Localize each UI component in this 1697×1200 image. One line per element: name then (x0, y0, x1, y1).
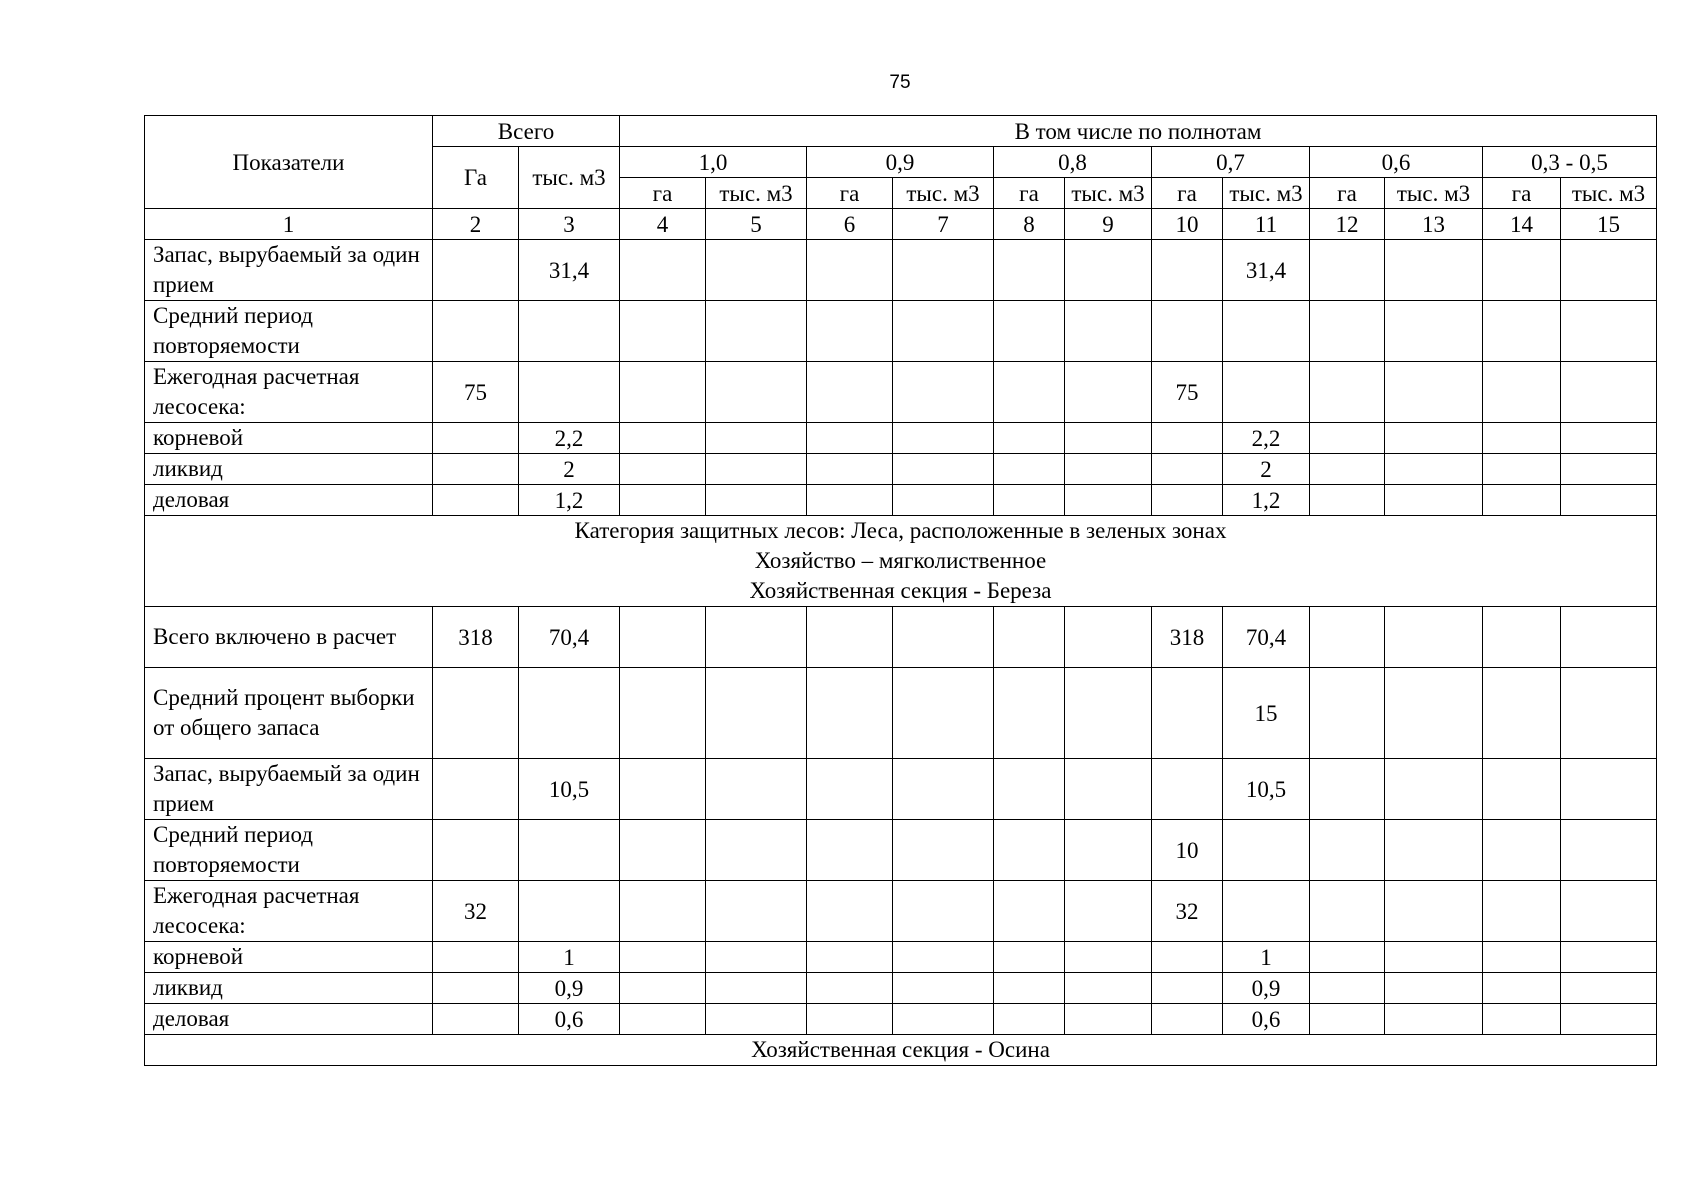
table-cell (1310, 942, 1385, 973)
header-volume: тыс. м3 (1065, 178, 1152, 209)
table-cell (1152, 301, 1223, 362)
table-cell (1310, 301, 1385, 362)
table-cell (807, 607, 893, 668)
table-cell (807, 423, 893, 454)
table-cell (893, 881, 994, 942)
table-cell: 10,5 (519, 759, 620, 820)
table-cell (893, 607, 994, 668)
table-cell (1152, 240, 1223, 301)
section-header-cell (145, 516, 1657, 607)
table-cell (1152, 668, 1223, 759)
table-cell (519, 301, 620, 362)
header-ga: га (807, 178, 893, 209)
table-cell (994, 240, 1065, 301)
table-cell (1483, 362, 1561, 423)
table-cell (1385, 942, 1483, 973)
table-cell (1483, 485, 1561, 516)
row-label: Средний процент выборки от общего запаса (145, 668, 433, 759)
table-cell (1310, 1004, 1385, 1035)
column-number: 3 (519, 209, 620, 240)
row-label: корневой (145, 423, 433, 454)
table-cell (706, 942, 807, 973)
table-cell (1223, 881, 1310, 942)
table-cell: 32 (1152, 881, 1223, 942)
header-density-0-6: 0,6 (1310, 147, 1483, 178)
table-cell (706, 881, 807, 942)
table-cell (1065, 607, 1152, 668)
table-cell (620, 607, 706, 668)
header-density-1-0: 1,0 (620, 147, 807, 178)
table-row (145, 942, 1657, 973)
column-number: 4 (620, 209, 706, 240)
table-cell (893, 1004, 994, 1035)
header-total: Всего (433, 116, 620, 147)
table-cell (620, 973, 706, 1004)
table-cell (1310, 759, 1385, 820)
header-volume: тыс. м3 (1561, 178, 1657, 209)
table-cell (1310, 881, 1385, 942)
row-label: корневой (145, 942, 433, 973)
table-cell (807, 942, 893, 973)
protective-forest-category: Категория защитных лесов: Леса, расположенные в зеленых зонах (574, 518, 1227, 543)
table-cell (620, 240, 706, 301)
header-volume: тыс. м3 (1223, 178, 1310, 209)
table-cell: 318 (433, 607, 519, 668)
table-row (145, 759, 1657, 820)
table-cell: 2 (1223, 454, 1310, 485)
table-cell (807, 759, 893, 820)
table-cell (620, 668, 706, 759)
table-cell (1065, 240, 1152, 301)
column-number: 2 (433, 209, 519, 240)
table-cell: 31,4 (1223, 240, 1310, 301)
table-cell (1385, 668, 1483, 759)
table-cell (994, 1004, 1065, 1035)
table-cell (1483, 301, 1561, 362)
header-density-0-8: 0,8 (994, 147, 1152, 178)
table-cell (1310, 820, 1385, 881)
table-cell (519, 362, 620, 423)
table-cell (433, 759, 519, 820)
table-cell (1483, 973, 1561, 1004)
table-row (145, 1004, 1657, 1035)
table-cell (1561, 485, 1657, 516)
table-cell (1310, 240, 1385, 301)
table-cell (620, 1004, 706, 1035)
column-number: 5 (706, 209, 807, 240)
table-cell (893, 240, 994, 301)
header-density-0-7: 0,7 (1152, 147, 1310, 178)
table-cell (893, 973, 994, 1004)
column-number: 12 (1310, 209, 1385, 240)
page-number: 75 (889, 72, 911, 93)
table-cell (1561, 820, 1657, 881)
section-header-birch (145, 516, 1657, 607)
table-cell (1310, 454, 1385, 485)
table-cell (433, 485, 519, 516)
table-cell (1310, 973, 1385, 1004)
table-cell (994, 301, 1065, 362)
table-cell (893, 301, 994, 362)
header-indicators: Показатели (145, 116, 433, 209)
table-cell (1483, 454, 1561, 485)
table-cell (620, 942, 706, 973)
table-cell (1152, 942, 1223, 973)
table-cell (1310, 607, 1385, 668)
table-cell (1561, 759, 1657, 820)
table-cell (1385, 485, 1483, 516)
table-cell (1310, 423, 1385, 454)
table-cell (706, 820, 807, 881)
table-cell (1065, 881, 1152, 942)
table-cell: 318 (1152, 607, 1223, 668)
column-number-row (145, 209, 1657, 240)
row-label: Всего включено в расчет (145, 607, 433, 668)
table-cell (706, 668, 807, 759)
table-cell (1065, 820, 1152, 881)
column-number: 1 (145, 209, 433, 240)
table-cell (893, 668, 994, 759)
table-cell (706, 423, 807, 454)
header-total-ga: Га (433, 147, 519, 209)
row-label: Запас, вырубаемый за один прием (145, 240, 433, 301)
economy-type: Хозяйство – мягколиственное (754, 548, 1047, 573)
column-number: 14 (1483, 209, 1561, 240)
column-number: 8 (994, 209, 1065, 240)
row-label: Средний период повторяемости (145, 820, 433, 881)
table-cell (807, 820, 893, 881)
table-cell: 1 (1223, 942, 1310, 973)
table-cell: 1,2 (1223, 485, 1310, 516)
table-cell (620, 301, 706, 362)
table-cell: 10,5 (1223, 759, 1310, 820)
table-cell (807, 362, 893, 423)
table-cell (1385, 759, 1483, 820)
table-cell (994, 668, 1065, 759)
column-number: 7 (893, 209, 994, 240)
table-cell (706, 454, 807, 485)
table-cell (1385, 423, 1483, 454)
table-row (145, 973, 1657, 1004)
row-label: ликвид (145, 454, 433, 485)
table-cell: 75 (433, 362, 519, 423)
table-cell (994, 942, 1065, 973)
table-cell (1310, 668, 1385, 759)
table-cell (893, 362, 994, 423)
table-cell (706, 362, 807, 423)
row-label: деловая (145, 485, 433, 516)
header-volume: тыс. м3 (706, 178, 807, 209)
table-cell (807, 668, 893, 759)
table-cell (994, 607, 1065, 668)
table-cell (1561, 301, 1657, 362)
table-cell (994, 485, 1065, 516)
table-cell: 0,6 (1223, 1004, 1310, 1035)
row-label: Средний период повторяемости (145, 301, 433, 362)
header-row-1 (145, 116, 1657, 147)
table-cell (1385, 301, 1483, 362)
header-density-0-9: 0,9 (807, 147, 994, 178)
table-cell (620, 820, 706, 881)
table-cell (994, 454, 1065, 485)
row-label: Запас, вырубаемый за один прием (145, 759, 433, 820)
table-cell (706, 1004, 807, 1035)
table-cell: 0,6 (519, 1004, 620, 1035)
table-row (145, 301, 1657, 362)
table-cell: 75 (1152, 362, 1223, 423)
table-cell (433, 1004, 519, 1035)
column-number: 15 (1561, 209, 1657, 240)
table-cell (1223, 362, 1310, 423)
table-cell (1223, 301, 1310, 362)
table-cell: 32 (433, 881, 519, 942)
row-label: ликвид (145, 973, 433, 1004)
table-cell (994, 362, 1065, 423)
column-number: 9 (1065, 209, 1152, 240)
table-cell: 0,9 (1223, 973, 1310, 1004)
table-cell (1483, 423, 1561, 454)
table-cell: 2,2 (1223, 423, 1310, 454)
table-cell (433, 668, 519, 759)
table-cell (519, 881, 620, 942)
table-cell (706, 485, 807, 516)
table-cell (1152, 973, 1223, 1004)
table-cell (893, 759, 994, 820)
table-cell (1385, 820, 1483, 881)
header-ga: га (1483, 178, 1561, 209)
table-row (145, 362, 1657, 423)
table-cell (433, 454, 519, 485)
column-number: 13 (1385, 209, 1483, 240)
forest-table (144, 115, 1657, 1066)
table-cell: 70,4 (1223, 607, 1310, 668)
table-cell (1065, 301, 1152, 362)
table-cell: 10 (1152, 820, 1223, 881)
table-cell (1561, 240, 1657, 301)
table-cell (1385, 362, 1483, 423)
row-label: деловая (145, 1004, 433, 1035)
table-cell (1483, 668, 1561, 759)
table-cell (433, 820, 519, 881)
column-number: 10 (1152, 209, 1223, 240)
table-cell: 2,2 (519, 423, 620, 454)
table-cell (620, 881, 706, 942)
table-cell (1152, 485, 1223, 516)
table-row (145, 485, 1657, 516)
table-cell (1065, 759, 1152, 820)
economic-section-birch: Хозяйственная секция - Береза (749, 578, 1052, 603)
table-row (145, 240, 1657, 301)
table-cell (620, 485, 706, 516)
table-cell (1561, 942, 1657, 973)
table-cell (620, 759, 706, 820)
table-cell (1385, 881, 1483, 942)
table-cell (1561, 973, 1657, 1004)
table-row (145, 881, 1657, 942)
table-cell: 15 (1223, 668, 1310, 759)
table-cell (620, 454, 706, 485)
table-cell (519, 668, 620, 759)
table-row (145, 454, 1657, 485)
table-cell (1065, 942, 1152, 973)
table-cell (706, 973, 807, 1004)
table-cell (1065, 362, 1152, 423)
header-total-volume: тыс. м3 (519, 147, 620, 209)
table-cell: 1 (519, 942, 620, 973)
table-cell (706, 759, 807, 820)
table-cell (994, 759, 1065, 820)
table-cell (1561, 881, 1657, 942)
table-row (145, 423, 1657, 454)
table-cell (1152, 759, 1223, 820)
table-cell (433, 423, 519, 454)
table-cell: 0,9 (519, 973, 620, 1004)
table-cell (807, 301, 893, 362)
table-cell (1310, 362, 1385, 423)
table-cell (1152, 423, 1223, 454)
table-cell (1483, 1004, 1561, 1035)
table-cell (706, 301, 807, 362)
table-cell (1561, 668, 1657, 759)
table-cell (1065, 454, 1152, 485)
table-cell (1561, 1004, 1657, 1035)
table-cell (893, 820, 994, 881)
row-label: Ежегодная расчетная лесосека: (145, 881, 433, 942)
section-header-aspen (145, 1035, 1657, 1066)
table-cell (1065, 423, 1152, 454)
table-cell (807, 240, 893, 301)
table-cell (994, 423, 1065, 454)
table-cell (807, 881, 893, 942)
table-cell (1065, 668, 1152, 759)
table-cell: 2 (519, 454, 620, 485)
table-row (145, 668, 1657, 759)
table-cell (1152, 1004, 1223, 1035)
table-cell (1483, 240, 1561, 301)
economic-section-aspen: Хозяйственная секция - Осина (145, 1035, 1657, 1066)
table-cell (1385, 1004, 1483, 1035)
table-cell (1483, 759, 1561, 820)
table-cell (1561, 362, 1657, 423)
table-cell (1065, 1004, 1152, 1035)
header-ga: га (1310, 178, 1385, 209)
header-including: В том числе по полнотам (620, 116, 1657, 147)
column-number: 11 (1223, 209, 1310, 240)
table-cell (807, 973, 893, 1004)
table-cell (1065, 973, 1152, 1004)
header-ga: га (620, 178, 706, 209)
table-cell (1561, 607, 1657, 668)
table-cell (620, 423, 706, 454)
table-cell (994, 881, 1065, 942)
table-cell (433, 240, 519, 301)
table-cell (893, 423, 994, 454)
table-row (145, 820, 1657, 881)
table-row (145, 607, 1657, 668)
table-cell (1561, 454, 1657, 485)
header-density-0-3-0-5: 0,3 - 0,5 (1483, 147, 1657, 178)
table-cell (807, 1004, 893, 1035)
table-cell (1385, 607, 1483, 668)
table-cell (706, 240, 807, 301)
header-ga: га (1152, 178, 1223, 209)
table-cell: 31,4 (519, 240, 620, 301)
table-cell (620, 362, 706, 423)
table-cell (433, 942, 519, 973)
table-cell (433, 301, 519, 362)
header-volume: тыс. м3 (1385, 178, 1483, 209)
table-cell (1065, 485, 1152, 516)
column-number: 6 (807, 209, 893, 240)
table-cell (994, 820, 1065, 881)
table-cell (706, 607, 807, 668)
header-volume: тыс. м3 (893, 178, 994, 209)
row-label: Ежегодная расчетная лесосека: (145, 362, 433, 423)
table-cell (893, 485, 994, 516)
table-cell (519, 820, 620, 881)
table-cell (1385, 454, 1483, 485)
table-cell: 70,4 (519, 607, 620, 668)
table-cell (1483, 607, 1561, 668)
table-cell (807, 454, 893, 485)
table-cell (1152, 454, 1223, 485)
table-cell (807, 485, 893, 516)
table-cell (1310, 485, 1385, 516)
table-cell (1483, 820, 1561, 881)
table-cell (433, 973, 519, 1004)
table-cell: 1,2 (519, 485, 620, 516)
table-cell (1385, 973, 1483, 1004)
table-cell (1223, 820, 1310, 881)
table-cell (1561, 423, 1657, 454)
table-cell (893, 454, 994, 485)
table-cell (1385, 240, 1483, 301)
header-ga: га (994, 178, 1065, 209)
table-cell (1483, 881, 1561, 942)
table-cell (1483, 942, 1561, 973)
table-cell (893, 942, 994, 973)
table-cell (994, 973, 1065, 1004)
